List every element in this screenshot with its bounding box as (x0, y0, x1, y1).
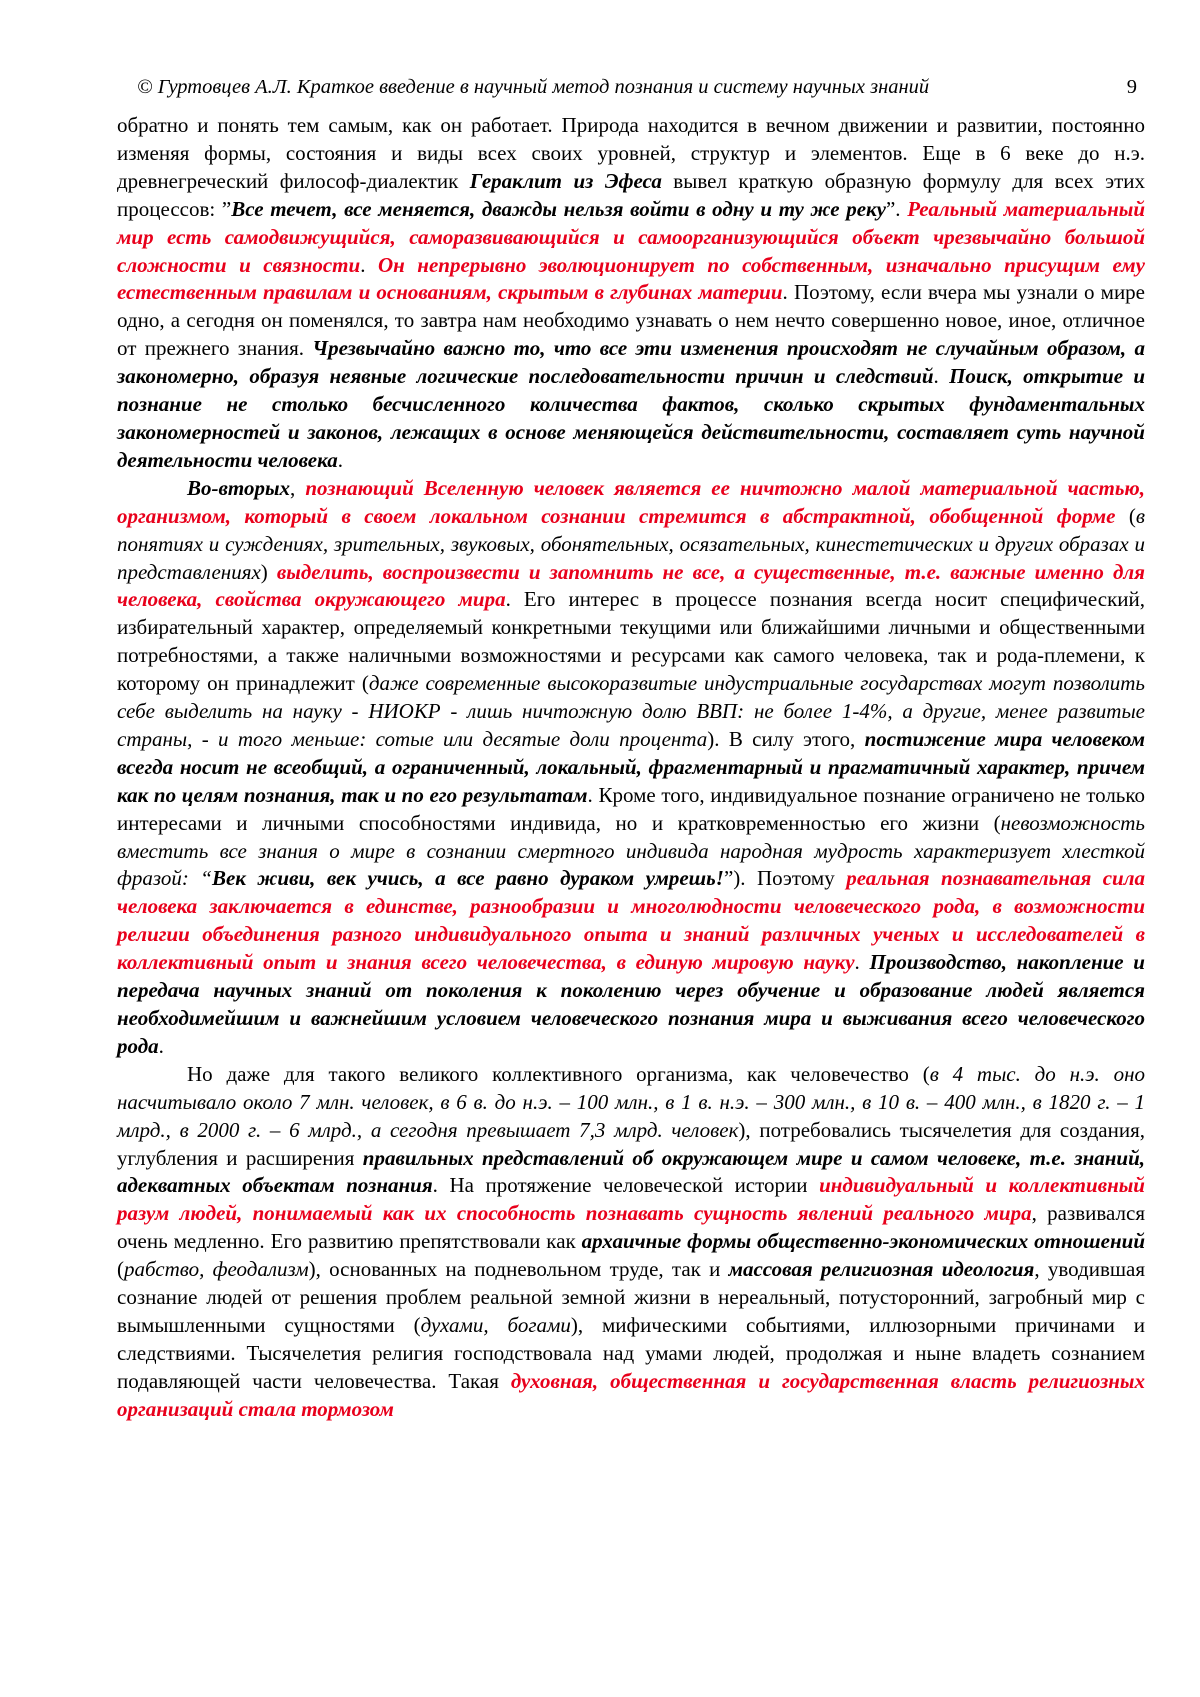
bold-italic-run: Гераклит из Эфеса (469, 168, 662, 193)
italic-run: духами, богами (420, 1312, 571, 1337)
italic-run: невозможность вместить все знания о мире в сознании смертного индивида народная мудрость характеризует хлесткой фразой: “ (117, 810, 1145, 891)
bold-italic-run: Век живи, век учись, а все равно дураком умрешь! (211, 866, 724, 891)
red-emphasis-run: духовная, общественная и государственная власть религиозных организаций стала тормозом (117, 1368, 1145, 1421)
text-run: ( (1115, 503, 1136, 528)
italic-run: в 4 тыс. до н.э. оно насчитывало около 7 млн. человек, в 6 в. до н.э. – 100 млн., в 1 в. н.э. – 300 млн., в 10 в. – 400 млн., в 1820 г. – 1 млрд., в 2000 г. – 6 млрд., а сегодня превышает 7,3 млрд. человек (117, 1061, 1145, 1142)
text-run: ), основанных на подневольном труде, так и (308, 1257, 729, 1282)
red-emphasis-run: реальная познавательная сила человека заключается в единстве, разнообразии и многолюдности человеческого рода, в возможности религии объединения разного индивидуального опыта и знаний различных ученых и исследователей в коллективный опыт и знания всего человечества, в единую мировую науку (117, 866, 1146, 975)
text-run: . Кроме того, индивидуальное познание ограничено не только интересами и личными способностями индивида, но и кратковременностью его жизни ( (117, 782, 1146, 835)
document-body (117, 112, 1145, 1424)
text-run: ”. (885, 196, 908, 221)
red-emphasis-run: индивидуальный и коллективный разум людей, понимаемый как их способность познавать сущность явлений реального мира (117, 1173, 1145, 1226)
text-run: . Поэтому, если вчера мы узнали о мире одно, а сегодня он поменялся, то завтра нам необходимо узнавать о нем нечто совершенно новое, иное, отличное от прежнего знания. (117, 280, 1145, 361)
italic-run: в понятиях и суждениях, зрительных, звуковых, обонятельных, осязательных, кинестетических и других образах и представлениях (117, 503, 1145, 584)
red-emphasis-run: Он непрерывно эволюционирует по собственным, изначально присущим ему естественным правилам и основаниям, скрытым в глубинах материи (117, 252, 1145, 305)
page-number: 9 (1126, 76, 1137, 98)
text-run: . (337, 447, 343, 472)
text-run: ), мифическими событиями, иллюзорными причинами и следствиями. Тысячелетия религия господствовала над умами людей, продолжая и ныне владеть сознанием подавляющей части человечества. Такая (117, 1312, 1146, 1393)
text-run: Но даже для такого великого коллективного организма, как человечество ( (187, 1061, 930, 1086)
bold-italic-run: Поиск, открытие и познание не столько бесчисленного количества фактов, сколько скрытых фундаментальных закономерностей и законов, лежащих в основе меняющейся действительности, составляет суть научной деятельности человека (117, 364, 1145, 472)
bold-italic-run: Во-вторых (187, 475, 291, 500)
bold-italic-run: массовая религиозная идеология (728, 1257, 1035, 1282)
text-run: . (854, 950, 870, 975)
red-emphasis-run: Реальный материальный мир есть самодвижущийся, саморазвивающийся и самоорганизующийся объект чрезвычайно большой сложности и связности (117, 196, 1145, 277)
bold-italic-run: архаичные формы общественно-экономических отношений (581, 1229, 1145, 1254)
bold-italic-run: постижение мира человеком всегда носит не всеобщий, а ограниченный, локальный, фрагментарный и прагматичный характер, причем как по целям познания, так и по его результатам (117, 726, 1145, 807)
text-run: , уводившая сознание людей от решения проблем реальной земной жизни в нереальный, потусторонний, загробный мир с вымышленными сущностями ( (117, 1257, 1146, 1337)
text-run: вывел краткую образную формулу для всех этих процессов: ” (117, 168, 1145, 221)
text-run: , (290, 475, 306, 500)
text-run: ) (260, 559, 277, 584)
paragraph-3 (117, 1061, 1145, 1424)
bold-italic-run: Производство, накопление и передача научных знаний от поколения к поколению через обучение и образование людей является необходимейшим и важнейшим условием человеческого познания мира и выживания всего человеческого рода (117, 950, 1145, 1058)
bold-italic-run: Чрезвычайно важно то, что все эти изменения происходят не случайным образом, а закономерно, образуя неявные логические последовательности причин и следствий (117, 336, 1146, 389)
page-header (117, 72, 1145, 102)
text-run: , развивался очень медленно. Его развитию препятствовали как (117, 1201, 1146, 1254)
text-run: ), потребовались тысячелетия для создания, углубления и расширения (117, 1117, 1145, 1170)
bold-italic-run: правильных представлений об окружающем мире и самом человеке, т.е. знаний, адекватных объектам познания (117, 1145, 1145, 1198)
paragraph-1 (117, 112, 1145, 475)
bold-italic-run: Все течет, все меняется, дважды нельзя войти в одну и ту же реку (231, 196, 886, 221)
italic-run: рабство, феодализм (124, 1257, 309, 1282)
italic-run: даже современные высокоразвитые индустриальные государствах могут позволить себе выделить на науку - НИОКР - лишь ничтожную долю ВВП: не более 1-4%, а другие, менее развитые страны, - и того меньше: сотые или десятые доли процента (117, 671, 1145, 751)
red-emphasis-run: познающий Вселенную человек является ее ничтожно малой материальной частью, организмом, который в своем локальном сознании стремится в абстрактной, обобщенной форме (117, 475, 1145, 528)
text-run: обратно и понять тем самым, как он работает. Природа находится в вечном движении и развитии, постоянно изменяя формы, состояния и виды всех своих уровней, структур и элементов. Еще в 6 веке до н.э. древнегреческий философ-диалектик (117, 113, 1145, 193)
text-run: ( (117, 1257, 124, 1282)
text-run: . (158, 1033, 164, 1058)
text-run: . (933, 364, 950, 389)
text-run: ”). Поэтому (723, 866, 847, 891)
header-title: © Гуртовцев А.Л. Краткое введение в научный метод познания и систему научных знаний (137, 76, 930, 98)
text-run: . На протяжение человеческой истории (432, 1173, 820, 1198)
red-emphasis-run: выделить, воспроизвести и запомнить не все, а существенные, т.е. важные именно для человека, свойства окружающего мира (117, 559, 1145, 612)
text-run: ). В силу этого, (707, 726, 865, 751)
text-run: . Его интерес в процессе познания всегда носит специфический, избирательный характер, определяемый конкретными текущими или ближайшими личными и общественными потребностями, а также наличными возможностями и ресурсами как самого человека, так и рода-племени, к которому он принадлежит ( (117, 587, 1146, 696)
paragraph-2 (117, 475, 1145, 1061)
text-run: . (360, 252, 378, 277)
